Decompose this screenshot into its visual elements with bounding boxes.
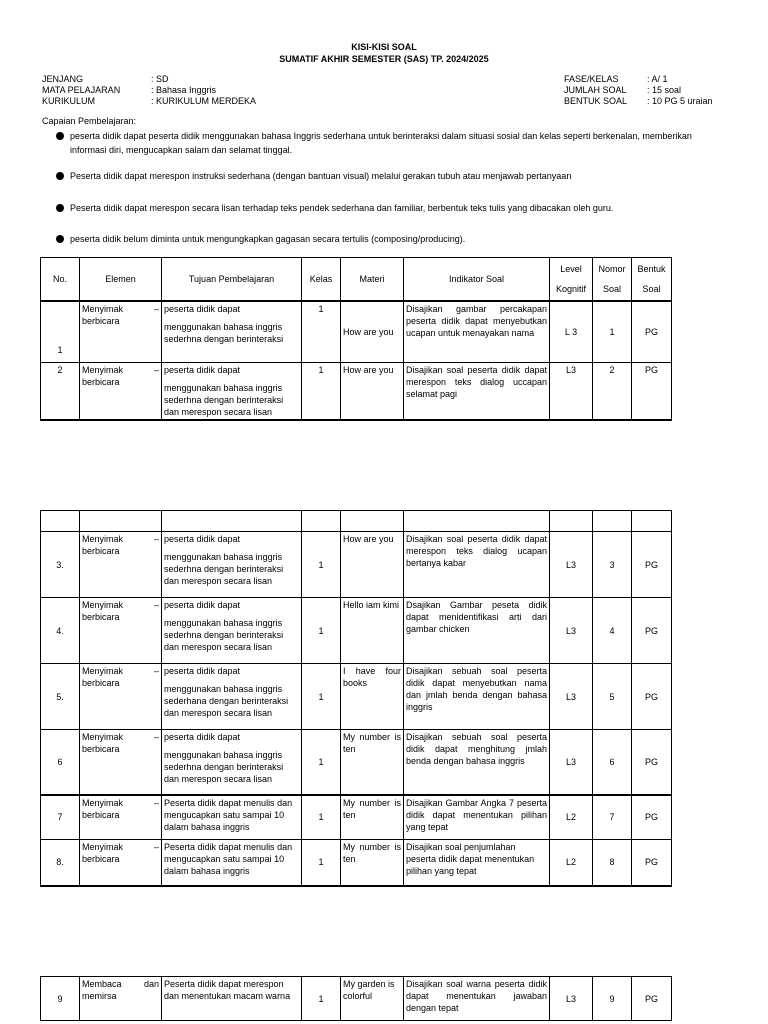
cell-level: L3 bbox=[550, 664, 593, 730]
cell-tujuan: Peserta didik dapat menulis dan mengucapkan satu sampai 10 dalam bahasa inggris bbox=[162, 840, 302, 886]
table-row bbox=[41, 532, 672, 598]
header-bentuk-line1: Bentuk bbox=[637, 264, 666, 274]
elemen-a: Menyimak bbox=[82, 732, 124, 742]
cell-bentuk: PG bbox=[632, 795, 672, 840]
elemen-dash: – bbox=[153, 732, 159, 742]
cell-tujuan bbox=[162, 362, 302, 420]
elemen-a: Menyimak bbox=[82, 364, 124, 375]
elemen-a: Membaca bbox=[82, 979, 122, 989]
elemen-a: Menyimak bbox=[82, 666, 124, 676]
elemen-dash: – bbox=[153, 304, 159, 314]
cell-nomor: 8 bbox=[593, 840, 632, 886]
header-bentuk bbox=[632, 258, 672, 302]
cell-kelas: 1 bbox=[302, 840, 341, 886]
header-nomor bbox=[593, 258, 632, 302]
tujuan-b: menggunakan bahasa inggris sederhna dengan berinteraksi dan merespon secara lisan bbox=[164, 382, 284, 417]
cell-bentuk: PG bbox=[632, 664, 672, 730]
cell-kelas: 1 bbox=[302, 532, 341, 598]
cell-level: L3 bbox=[550, 362, 593, 420]
info-right bbox=[564, 74, 713, 107]
cell-elemen bbox=[80, 362, 162, 420]
cell-elemen bbox=[80, 840, 162, 886]
kisi-table-3 bbox=[40, 976, 672, 1021]
cell-materi: How are you bbox=[341, 301, 404, 362]
cell-kelas: 1 bbox=[302, 977, 341, 1021]
document-subtitle: SUMATIF AKHIR SEMESTER (SAS) TP. 2024/2025 bbox=[279, 54, 489, 64]
cell-level: L 3 bbox=[550, 301, 593, 362]
header-materi: Materi bbox=[341, 258, 404, 302]
cell-no: 4. bbox=[41, 598, 80, 664]
cell-nomor: 1 bbox=[593, 301, 632, 362]
cell-no: 9 bbox=[41, 977, 80, 1021]
cell-bentuk: PG bbox=[632, 362, 672, 420]
header-kelas: Kelas bbox=[302, 258, 341, 302]
elemen-b: berbicara bbox=[82, 546, 120, 556]
cell-nomor: 6 bbox=[593, 730, 632, 795]
cell-kelas: 1 bbox=[302, 730, 341, 795]
cell-tujuan bbox=[162, 532, 302, 598]
blank-cell bbox=[41, 511, 80, 532]
header-tujuan: Tujuan Pembelajaran bbox=[162, 258, 302, 302]
elemen-dash: – bbox=[153, 666, 159, 676]
elemen-a: Menyimak bbox=[82, 600, 124, 610]
blank-cell bbox=[404, 511, 550, 532]
elemen-b: berbicara bbox=[82, 809, 120, 820]
cell-kelas: 1 bbox=[302, 795, 341, 840]
header-elemen: Elemen bbox=[80, 258, 162, 302]
cell-elemen bbox=[80, 730, 162, 795]
cell-elemen bbox=[80, 532, 162, 598]
cell-nomor: 4 bbox=[593, 598, 632, 664]
cell-nomor: 9 bbox=[593, 977, 632, 1021]
header-level-line2: Kognitif bbox=[555, 284, 587, 294]
cell-indikator: Disajikan sebuah soal peserta didik dapat menyebutkan nama dan jmlah benda dengan bahasa inggris bbox=[404, 664, 550, 730]
info-mata-pelajaran bbox=[42, 85, 256, 96]
info-label: BENTUK SOAL bbox=[564, 96, 628, 106]
cell-materi: Hello iam kimi bbox=[341, 598, 404, 664]
cell-tujuan: Peserta didik dapat merespon dan menentukan macam warna bbox=[162, 977, 302, 1021]
capaian-item bbox=[56, 201, 716, 215]
info-label: JENJANG bbox=[42, 74, 84, 84]
bullet-icon bbox=[56, 132, 64, 140]
table-row bbox=[41, 730, 672, 795]
cell-materi: How are you bbox=[341, 532, 404, 598]
cell-elemen bbox=[80, 795, 162, 840]
cell-tujuan bbox=[162, 664, 302, 730]
cell-materi: How are you bbox=[341, 362, 404, 420]
cell-elemen bbox=[80, 598, 162, 664]
cell-kelas: 1 bbox=[302, 301, 341, 362]
cell-bentuk: PG bbox=[632, 532, 672, 598]
capaian-item bbox=[56, 169, 716, 183]
cell-elemen bbox=[80, 977, 162, 1021]
elemen-a: Menyimak bbox=[82, 304, 124, 314]
info-label: KURIKULUM bbox=[42, 96, 96, 106]
capaian-text: peserta didik dapat peserta didik menggunakan bahasa Inggris sederhana untuk berinteraksi dalam situasi sosial dan kelas seperti berkenalan, memberikan informasi diri, mengucapkan salam dan selamat tinggal. bbox=[70, 131, 692, 155]
elemen-dash: – bbox=[153, 797, 159, 808]
info-left bbox=[42, 74, 256, 107]
cell-materi: My number is ten bbox=[341, 840, 404, 886]
header-level-line1: Level bbox=[560, 264, 582, 274]
cell-level: L3 bbox=[550, 598, 593, 664]
elemen-dash: – bbox=[153, 534, 159, 544]
cell-materi: My number is ten bbox=[341, 795, 404, 840]
capaian-text: Peserta didik dapat merespon secara lisan terhadap teks pendek sederhana dan familiar, berbentuk teks tulis yang dibacakan oleh guru. bbox=[70, 203, 614, 213]
elemen-dash: – bbox=[153, 600, 159, 610]
tujuan-b: menggunakan bahasa inggris sederhna dengan berinteraksi dan merespon secara lisan bbox=[164, 552, 284, 586]
table-row bbox=[41, 598, 672, 664]
cell-level: L3 bbox=[550, 532, 593, 598]
elemen-b: berbicara bbox=[82, 744, 120, 754]
elemen-dash: – bbox=[153, 364, 159, 375]
cell-level: L3 bbox=[550, 977, 593, 1021]
cell-kelas: 1 bbox=[302, 598, 341, 664]
cell-materi: My number is ten bbox=[341, 730, 404, 795]
info-jumlah-soal bbox=[564, 85, 713, 96]
cell-kelas: 1 bbox=[302, 362, 341, 420]
tujuan-a: peserta didik dapat bbox=[164, 304, 241, 314]
table-row bbox=[41, 301, 672, 362]
tujuan-a: peserta didik dapat bbox=[164, 732, 241, 742]
tujuan-a: peserta didik dapat bbox=[164, 600, 241, 610]
cell-tujuan: Peserta didik dapat menulis dan mengucapkan satu sampai 10 dalam bahasa inggris bbox=[162, 795, 302, 840]
cell-no: 7 bbox=[41, 795, 80, 840]
header-no: No. bbox=[41, 258, 80, 302]
tujuan-a: peserta didik dapat bbox=[164, 666, 241, 676]
header-bentuk-line2: Soal bbox=[642, 284, 661, 294]
elemen-b: berbicara bbox=[82, 376, 120, 387]
tujuan-b: menggunakan bahasa inggris sederhna dengan berinteraksi dan merespon secara lisan bbox=[164, 750, 284, 784]
cell-materi: I have four books bbox=[341, 664, 404, 730]
capaian-item bbox=[56, 232, 716, 246]
cell-nomor: 7 bbox=[593, 795, 632, 840]
info-kurikulum bbox=[42, 96, 256, 107]
cell-bentuk: PG bbox=[632, 977, 672, 1021]
header-nomor-line1: Nomor bbox=[598, 264, 626, 274]
info-label: MATA PELAJARAN bbox=[42, 85, 121, 95]
bullet-icon bbox=[56, 172, 64, 180]
elemen-a: Menyimak bbox=[82, 797, 124, 808]
document-title: KISI-KISI SOAL bbox=[351, 42, 417, 52]
elemen-b: berbicara bbox=[82, 678, 120, 688]
elemen-dash: dan bbox=[143, 979, 159, 989]
cell-no: 6 bbox=[41, 730, 80, 795]
info-value: : 10 PG 5 uraian bbox=[647, 96, 713, 106]
info-bentuk-soal bbox=[564, 96, 713, 107]
cell-indikator: Disajikan sebuah soal peserta didik dapat menghitung jmlah benda dengan bahasa inggris bbox=[404, 730, 550, 795]
cell-level: L2 bbox=[550, 840, 593, 886]
kisi-table-1 bbox=[40, 257, 672, 421]
tujuan-b: menggunakan bahasa inggris sederhna dengan berinteraksi dan merespon secara lisan bbox=[164, 618, 284, 652]
table-row bbox=[41, 840, 672, 886]
cell-bentuk: PG bbox=[632, 301, 672, 362]
tujuan-a: peserta didik dapat bbox=[164, 534, 241, 544]
cell-nomor: 3 bbox=[593, 532, 632, 598]
cell-tujuan bbox=[162, 598, 302, 664]
tujuan-a: peserta didik dapat bbox=[164, 364, 241, 375]
cell-level: L2 bbox=[550, 795, 593, 840]
cell-indikator: Disajikan soal warna peserta didik dapat menentukan jawaban dengan tepat bbox=[404, 977, 550, 1021]
table-row bbox=[41, 977, 672, 1021]
cell-bentuk: PG bbox=[632, 598, 672, 664]
cell-indikator: Disajikan soal peserta didik dapat merespon teks dialog uccapan selamat pagi bbox=[404, 362, 550, 420]
blank-cell bbox=[632, 511, 672, 532]
blank-cell bbox=[302, 511, 341, 532]
tujuan-b: menggunakan bahasa inggris sederhna dengan berinteraksi bbox=[164, 322, 284, 344]
cell-elemen bbox=[80, 301, 162, 362]
elemen-a: Menyimak bbox=[82, 534, 124, 544]
table-row bbox=[41, 664, 672, 730]
blank-cell bbox=[341, 511, 404, 532]
cell-bentuk: PG bbox=[632, 730, 672, 795]
elemen-b: berbicara bbox=[82, 854, 120, 864]
kisi-table-2 bbox=[40, 510, 672, 887]
cell-no: 8. bbox=[41, 840, 80, 886]
capaian-item bbox=[56, 129, 716, 157]
blank-cell bbox=[593, 511, 632, 532]
capaian-title: Capaian Pembelajaran: bbox=[42, 116, 137, 126]
cell-indikator: Dsajikan Gambar peseta didik dapat menidentifikasi arti dari gambar chicken bbox=[404, 598, 550, 664]
cell-no: 1 bbox=[41, 301, 80, 362]
info-label: FASE/KELAS bbox=[564, 74, 619, 84]
header-nomor-line2: Soal bbox=[602, 284, 621, 294]
info-value: : 15 soal bbox=[647, 85, 682, 95]
info-label: JUMLAH SOAL bbox=[564, 85, 627, 95]
elemen-a: Menyimak bbox=[82, 842, 124, 852]
cell-materi: My garden is colorful bbox=[341, 977, 404, 1021]
info-value: : SD bbox=[151, 74, 169, 84]
cell-no: 5. bbox=[41, 664, 80, 730]
elemen-b: memirsa bbox=[82, 991, 117, 1001]
elemen-b: berbicara bbox=[82, 316, 120, 326]
info-value: : KURIKULUM MERDEKA bbox=[151, 96, 257, 106]
cell-indikator: Disajikan Gambar Angka 7 peserta didik dapat menentukan pilihan yang tepat bbox=[404, 795, 550, 840]
info-jenjang bbox=[42, 74, 256, 85]
cell-tujuan bbox=[162, 301, 302, 362]
blank-cell bbox=[80, 511, 162, 532]
blank-cell bbox=[162, 511, 302, 532]
elemen-dash: – bbox=[153, 842, 159, 852]
cell-no: 2 bbox=[41, 362, 80, 420]
info-fase-kelas bbox=[564, 74, 713, 85]
capaian-text: Peserta didik dapat merespon instruksi sederhana (dengan bantuan visual) melalui gerakan tubuh atau menjawab pertanyaan bbox=[70, 171, 572, 181]
table-row bbox=[41, 362, 672, 420]
table-blank-header-row bbox=[41, 511, 672, 532]
cell-indikator: Disajikan gambar percakapan peserta didik dapat menyebutkan ucapan untuk menayakan nama bbox=[404, 301, 550, 362]
cell-indikator: Disajikan soal peserta didik dapat merespon teks dialog ucapan bertanya kabar bbox=[404, 532, 550, 598]
cell-kelas: 1 bbox=[302, 664, 341, 730]
cell-elemen bbox=[80, 664, 162, 730]
info-value: : A/ 1 bbox=[647, 74, 668, 84]
cell-bentuk: PG bbox=[632, 840, 672, 886]
cell-indikator: Disajikan soal penjumlahan peserta didik dapat menentukan pilihan yang tepat bbox=[404, 840, 550, 886]
capaian-text: peserta didik belum diminta untuk mengungkapkan gagasan secara tertulis (composing/producing). bbox=[70, 234, 466, 244]
blank-cell bbox=[550, 511, 593, 532]
info-value: : Bahasa Inggris bbox=[151, 85, 217, 95]
table-row bbox=[41, 795, 672, 840]
table-header-row bbox=[41, 258, 672, 302]
cell-level: L3 bbox=[550, 730, 593, 795]
header-indikator: Indikator Soal bbox=[404, 258, 550, 302]
cell-tujuan bbox=[162, 730, 302, 795]
tujuan-b: menggunakan bahasa inggris sederhana dengan berinteraksi dan merespon secara lisan bbox=[164, 684, 289, 718]
header-level bbox=[550, 258, 593, 302]
cell-no: 3. bbox=[41, 532, 80, 598]
bullet-icon bbox=[56, 204, 64, 212]
cell-nomor: 5 bbox=[593, 664, 632, 730]
elemen-b: berbicara bbox=[82, 612, 120, 622]
bullet-icon bbox=[56, 235, 64, 243]
cell-nomor: 2 bbox=[593, 362, 632, 420]
